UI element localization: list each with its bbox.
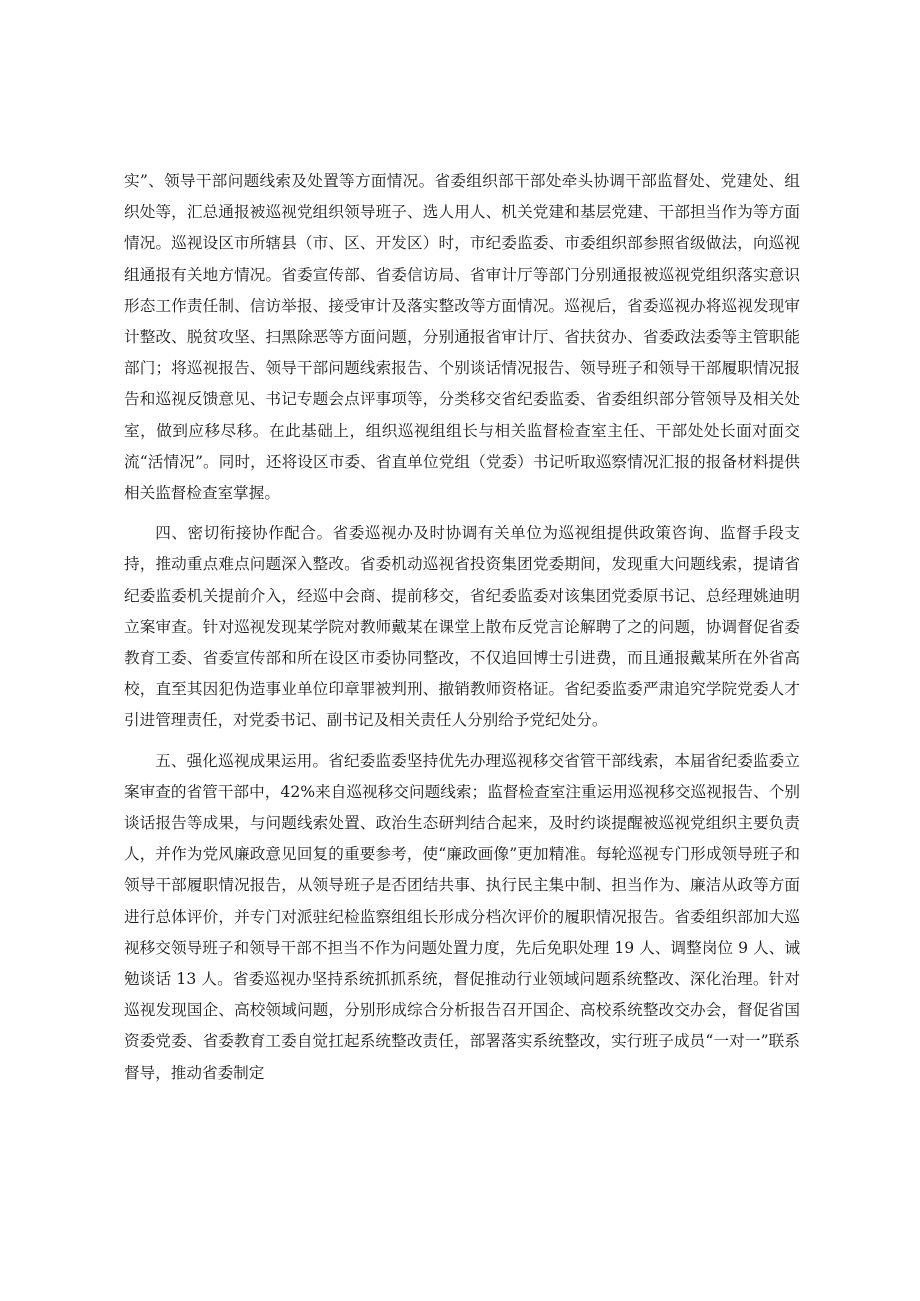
paragraph-section-five: 五、强化巡视成果运用。省纪委监委坚持优先办理巡视移交省管干部线索，本届省纪委监委立案审查的省管干部中，42%来自巡视移交问题线索；监督检查室注重运用巡视移交巡视报告、个别谈话报告等成果，与问题线索处置、政治生态研判结合起来，及时约谈提醒被巡视党组织主要负责人，并作为党风廉政意见回复的重要参考，使“廉政画像”更加精准。每轮巡视专门形成领导班子和领导干部履职情况报告，从领导班子是否团结共事、执行民主集中制、担当作为、廉洁从政等方面进行总体评价，并专门对派驻纪检监察组组长形成分档次评价的履职情况报告。省委组织部加大巡视移交领导班子和领导干部不担当不作为问题处置力度，先后免职处理 19 人、调整岗位 9 人、诫勉谈话 13 人。省委巡视办坚持系统抓抓系统，督促推动行业领域问题系统整改、深化治理。针对巡视发现国企、高校领域问题，分别形成综合分析报告召开国企、高校系统整改交办会，督促省国资委党委、省委教育工委自觉扛起系统整改责任，部署落实系统整改，实行班子成员“一对一”联系督导，推动省委制定 <box>124 751 800 1082</box>
paragraph-continuation: 实”、领导干部问题线索及处置等方面情况。省委组织部干部处牵头协调干部监督处、党建处、组织处等，汇总通报被巡视党组织领导班子、选人用人、机关党建和基层党建、干部担当作为等方面情况。巡视设区市所辖县（市、区、开发区）时，市纪委监委、市委组织部参照省级做法，向巡视组通报有关地方情况。省委宣传部、省委信访局、省审计厅等部门分别通报被巡视党组织落实意识形态工作责任制、信访举报、接受审计及落实整改等方面情况。巡视后，省委巡视办将巡视发现审计整改、脱贫攻坚、扫黑除恶等方面问题，分别通报省审计厅、省扶贫办、省委政法委等主管职能部门；将巡视报告、领导干部问题线索报告、个别谈话情况报告、领导班子和领导干部履职情况报告和巡视反馈意见、书记专题会点评事项等，分类移交省纪委监委、省委组织部分管领导及相关处室，做到应移尽移。在此基础上，组织巡视组组长与相关监督检查室主任、干部处处长面对面交流“活情况”。同时，还将设区市委、省直单位党组（党委）书记听取巡察情况汇报的报备材料提供相关监督检查室掌握。 <box>124 172 800 503</box>
document-body <box>124 166 800 1089</box>
paragraph-section-four: 四、密切衔接协作配合。省委巡视办及时协调有关单位为巡视组提供政策咨询、监督手段支持，推动重点难点问题深入整改。省委机动巡视省投资集团党委期间，发现重大问题线索，提请省纪委监委机关提前介入，经巡中会商、提前移交，省纪委监委对该集团党委原书记、总经理姚迪明立案审查。针对巡视发现某学院对教师戴某在课堂上散布反党言论解聘了之的问题，协调督促省委教育工委、省委宣传部和所在设区市委协同整改，不仅追回博士引进费，而且通报戴某所在外省高校，直至其因犯伪造事业单位印章罪被判刑、撤销教师资格证。省纪委监委严肃追究学院党委人才引进管理责任，对党委书记、副书记及相关责任人分别给予党纪处分。 <box>124 524 800 730</box>
